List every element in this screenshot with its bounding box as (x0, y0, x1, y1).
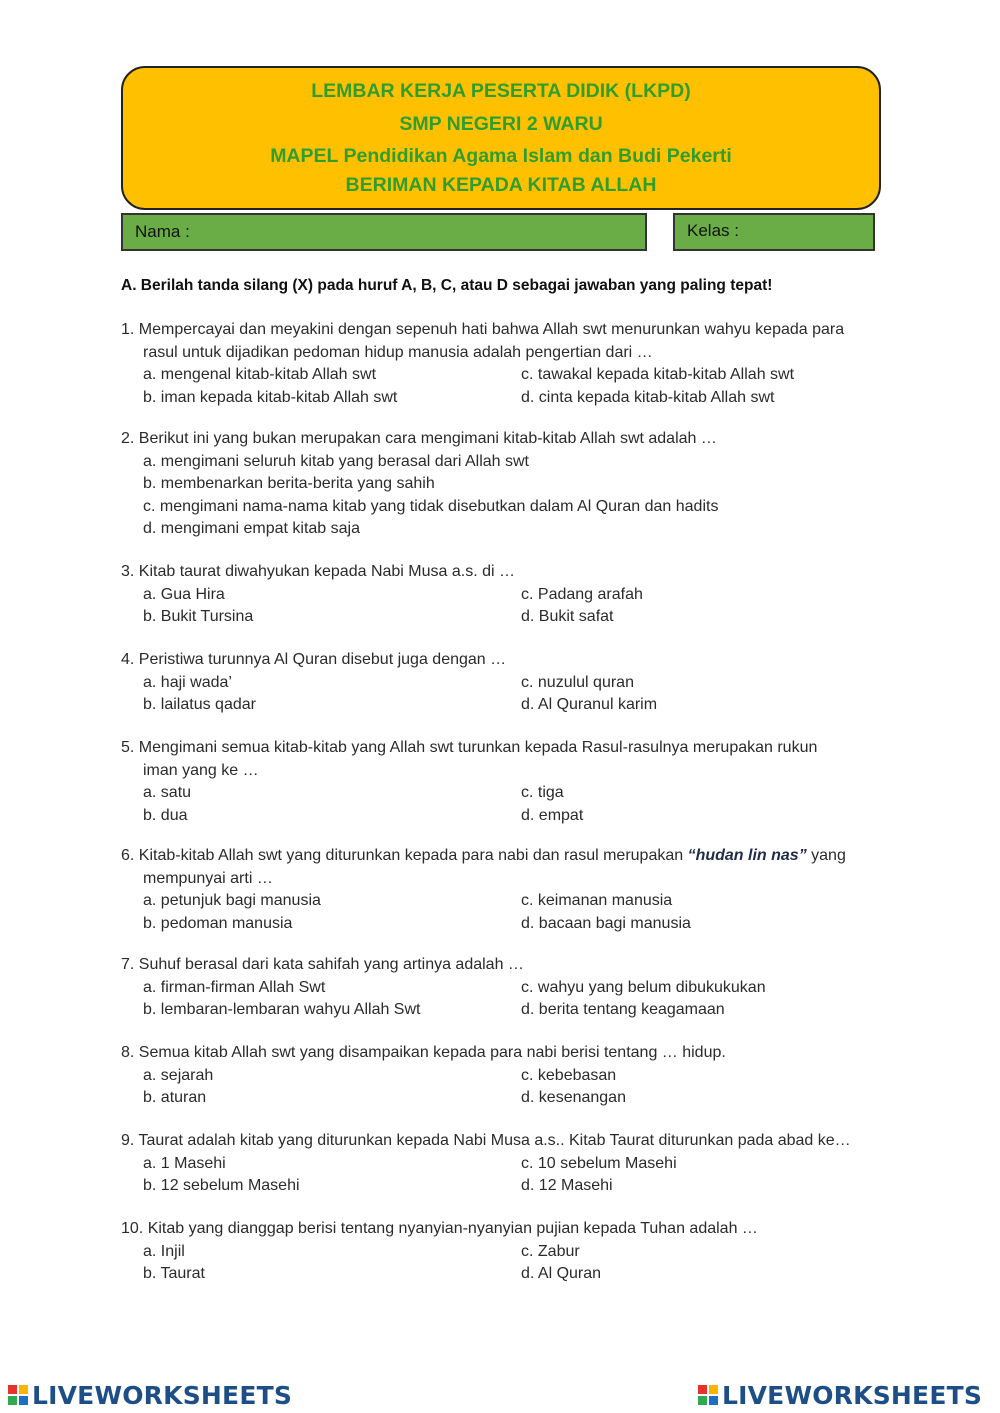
option-d[interactable]: d. bacaan bagi manusia (521, 914, 691, 932)
option-c[interactable]: c. mengimani nama-nama kitab yang tidak disebutkan dalam Al Quran dan hadits (143, 497, 719, 515)
logo-blocks-icon (698, 1385, 718, 1405)
stem-text: 6. Kitab-kitab Allah swt yang diturunkan kepada para nabi dan rasul merupakan (121, 847, 688, 864)
option-d[interactable]: d. berita tentang keagamaan (521, 1001, 725, 1018)
option-b[interactable]: b. aturan (143, 1089, 207, 1106)
option-c[interactable]: c. Zabur (521, 1242, 580, 1260)
option-a[interactable]: a. satu (143, 784, 192, 801)
option-c[interactable]: c. tawakal kepada kitab-kitab Allah swt (521, 366, 795, 383)
question-stem (121, 845, 901, 868)
name-label: Nama : (135, 222, 190, 241)
option-c[interactable]: c. wahyu yang belum dibukukukan (521, 978, 766, 996)
option-a[interactable]: a. 1 Masehi (143, 1154, 226, 1172)
liveworksheets-logo-left[interactable] (8, 1379, 292, 1411)
option-d[interactable]: d. Al Quranul karim (521, 696, 658, 713)
option-c[interactable]: c. nuzulul quran (521, 673, 634, 691)
option-a[interactable]: a. mengimani seluruh kitab yang berasal dari Allah swt (143, 452, 529, 470)
logo-text: LIVEWORKSHEETS (32, 1380, 293, 1410)
option-a[interactable]: a. firman-firman Allah Swt (143, 978, 326, 996)
question-2 (121, 428, 901, 541)
question-6 (121, 845, 901, 935)
question-stem-cont: iman yang ke … (143, 761, 259, 779)
question-stem: 3. Kitab taurat diwahyukan kepada Nabi Musa a.s. di … (121, 563, 515, 580)
instruction: A. Berilah tanda silang (X) pada huruf A, B, C, atau D sebagai jawaban yang paling tepat! (121, 277, 773, 294)
question-5 (121, 737, 901, 827)
logo-text: LIVEWORKSHEETS (722, 1380, 983, 1410)
logo-blocks-icon (8, 1385, 28, 1405)
question-stem: 5. Mengimani semua kitab-kitab yang Allah swt turunkan kepada Rasul-rasulnya merupakan rukun (121, 739, 818, 756)
option-b[interactable]: b. membenarkan berita-berita yang sahih (143, 475, 435, 492)
option-a[interactable]: a. haji wada’ (143, 673, 232, 691)
option-b[interactable]: b. dua (143, 806, 188, 824)
option-a[interactable]: a. Injil (143, 1242, 185, 1260)
question-9 (121, 1130, 901, 1198)
header-title: LEMBAR KERJA PESERTA DIDIK (LKPD) (311, 80, 691, 102)
question-stem-cont: rasul untuk dijadikan pedoman hidup manusia adalah pengertian dari … (143, 343, 653, 361)
option-b[interactable]: b. Taurat (143, 1265, 205, 1282)
question-stem: 10. Kitab yang dianggap berisi tentang nyanyian-nyanyian pujian kepada Tuhan adalah … (121, 1220, 758, 1237)
question-stem: 4. Peristiwa turunnya Al Quran disebut juga dengan … (121, 651, 507, 668)
question-1 (121, 319, 901, 409)
question-10 (121, 1218, 901, 1286)
question-stem: 9. Taurat adalah kitab yang diturunkan kepada Nabi Musa a.s.. Kitab Taurat diturunkan pada abad ke… (121, 1132, 851, 1149)
option-d[interactable]: d. Bukit safat (521, 608, 614, 625)
class-field[interactable] (673, 213, 875, 251)
option-b[interactable]: b. 12 sebelum Masehi (143, 1177, 300, 1194)
stem-text-end: yang (806, 847, 846, 864)
worksheet-header (121, 66, 881, 210)
option-c[interactable]: c. 10 sebelum Masehi (521, 1154, 677, 1172)
option-b[interactable]: b. Bukit Tursina (143, 608, 254, 625)
option-c[interactable]: c. keimanan manusia (521, 892, 673, 909)
question-stem: 7. Suhuf berasal dari kata sahifah yang artinya adalah … (121, 956, 524, 973)
option-d[interactable]: d. empat (521, 806, 584, 824)
option-d[interactable]: d. Al Quran (521, 1265, 602, 1282)
liveworksheets-logo-right[interactable] (698, 1379, 982, 1411)
option-a[interactable]: a. petunjuk bagi manusia (143, 892, 321, 909)
option-c[interactable]: c. tiga (521, 784, 564, 801)
question-7 (121, 954, 901, 1022)
option-d[interactable]: d. mengimani empat kitab saja (143, 520, 360, 537)
class-label: Kelas : (687, 221, 739, 240)
option-c[interactable]: c. kebebasan (521, 1066, 617, 1084)
option-b[interactable]: b. pedoman manusia (143, 914, 293, 932)
option-a[interactable]: a. sejarah (143, 1066, 214, 1084)
option-b[interactable]: b. lembaran-lembaran wahyu Allah Swt (143, 1001, 421, 1018)
name-field[interactable] (121, 213, 647, 251)
header-subject: MAPEL Pendidikan Agama Islam dan Budi Pekerti (270, 145, 732, 167)
question-stem: 2. Berikut ini yang bukan merupakan cara mengimani kitab-kitab Allah swt adalah … (121, 430, 717, 447)
header-school: SMP NEGERI 2 WARU (399, 113, 603, 135)
question-8 (121, 1042, 901, 1110)
question-stem: 8. Semua kitab Allah swt yang disampaikan kepada para nabi berisi tentang … hidup. (121, 1044, 726, 1061)
stem-emphasis: “hudan lin nas” (687, 847, 807, 864)
option-d[interactable]: d. cinta kepada kitab-kitab Allah swt (521, 388, 775, 406)
question-3 (121, 561, 901, 629)
option-c[interactable]: c. Padang arafah (521, 585, 643, 603)
option-a[interactable]: a. mengenal kitab-kitab Allah swt (143, 366, 377, 383)
option-b[interactable]: b. lailatus qadar (143, 696, 256, 713)
question-4 (121, 649, 901, 717)
option-d[interactable]: d. 12 Masehi (521, 1177, 613, 1194)
option-d[interactable]: d. kesenangan (521, 1089, 626, 1106)
option-b[interactable]: b. iman kepada kitab-kitab Allah swt (143, 388, 398, 406)
header-topic: BERIMAN KEPADA KITAB ALLAH (345, 174, 657, 196)
question-stem-cont: mempunyai arti … (143, 869, 273, 887)
option-a[interactable]: a. Gua Hira (143, 585, 225, 603)
question-stem: 1. Mempercayai dan meyakini dengan sepenuh hati bahwa Allah swt menurunkan wahyu kepada para (121, 321, 845, 338)
